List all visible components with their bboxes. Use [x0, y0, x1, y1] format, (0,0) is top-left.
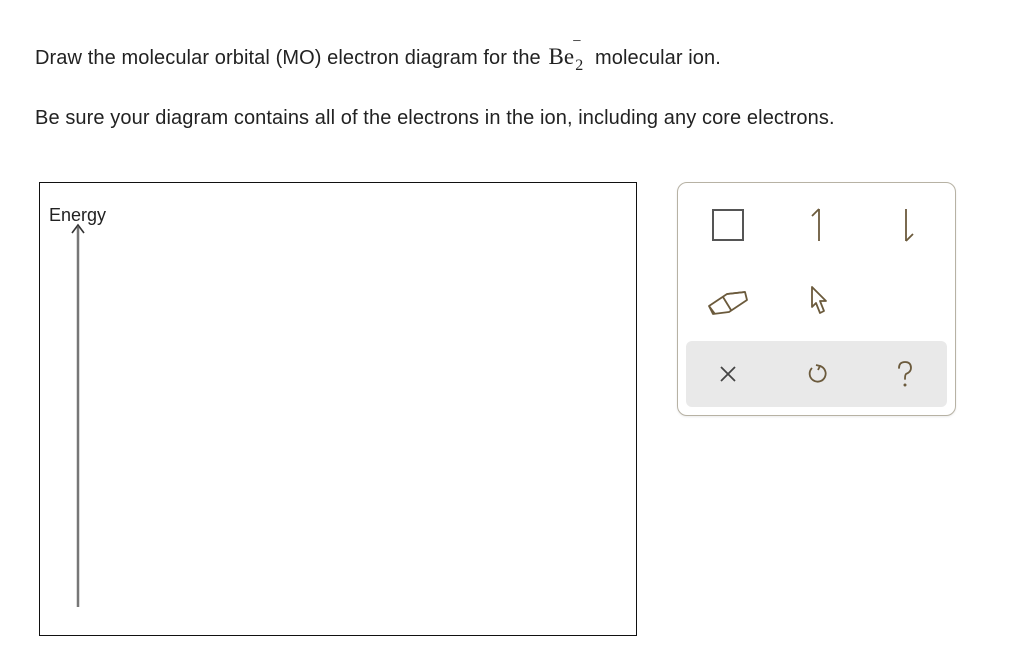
help-button[interactable]: [882, 351, 928, 397]
eraser-icon: [705, 284, 751, 318]
formula-subscript: 2: [575, 57, 584, 74]
square-icon: [710, 207, 746, 243]
undo-button[interactable]: [794, 351, 840, 397]
energy-axis-label: Energy: [49, 205, 107, 225]
x-icon: [717, 363, 739, 385]
spin-down-electron-tool[interactable]: [885, 202, 931, 248]
formula-charge: −: [572, 33, 582, 50]
mo-diagram-canvas[interactable]: [39, 182, 637, 636]
question-text-after-formula: molecular ion.: [595, 47, 721, 69]
formula-base: Be: [548, 44, 575, 69]
question-line-2: Be sure your diagram contains all of the electrons in the ion, including any core electrons.: [35, 107, 835, 129]
undo-icon: [804, 361, 830, 387]
drawing-toolbox: [677, 182, 956, 416]
ion-formula: [548, 33, 584, 74]
half-arrow-down-icon: [896, 205, 920, 245]
pointer-tool[interactable]: [795, 278, 841, 324]
energy-axis-arrow: [68, 221, 88, 611]
toolbox-action-bar: [686, 341, 947, 407]
question-text-before-formula: Draw the molecular orbital (MO) electron diagram for the: [35, 47, 541, 69]
orbital-box-tool[interactable]: [705, 202, 751, 248]
cursor-icon: [803, 283, 833, 319]
clear-button[interactable]: [705, 351, 751, 397]
question-line-1: [35, 33, 721, 74]
spin-up-electron-tool[interactable]: [795, 202, 841, 248]
eraser-tool[interactable]: [705, 278, 751, 324]
half-arrow-up-icon: [806, 205, 830, 245]
question-icon: [893, 359, 917, 389]
